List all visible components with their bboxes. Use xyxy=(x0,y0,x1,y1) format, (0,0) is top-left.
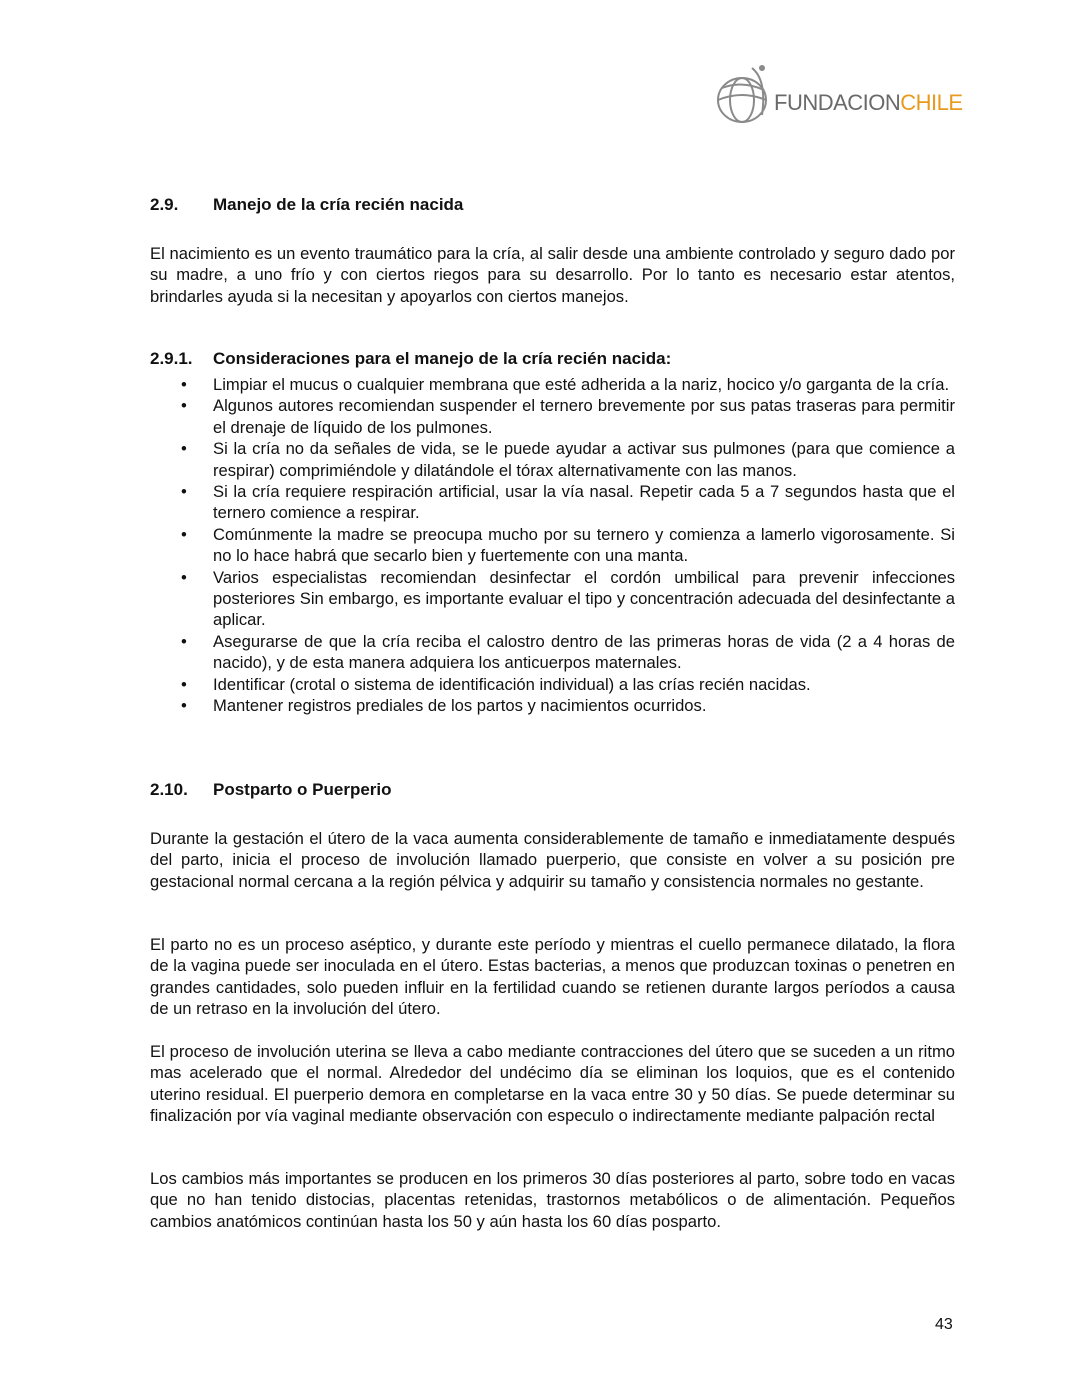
section-2-9-paragraph: El nacimiento es un evento traumático para la cría, al salir desde una ambiente controlado y seguro dado por su madre, a uno frío y con ciertos riegos para su desarrollo. Por lo tanto es necesario estar atentos, brindarles ayuda si la necesitan y apoyarlos con ciertos manejos. xyxy=(150,244,955,306)
list-item: • Asegurarse de que la cría reciba el calostro dentro de las primeras horas de vida (2 a 4 horas de nacido), y de esta manera adquiera los anticuerpos maternales. xyxy=(181,631,955,673)
list-item: • Limpiar el mucus o cualquier membrana que esté adherida a la nariz, hocico y/o garganta de la cría. xyxy=(181,375,950,394)
list-item: • Mantener registros prediales de los partos y nacimientos ocurridos. xyxy=(181,696,707,716)
considerations-list xyxy=(150,374,955,717)
section-2-9-heading: 2.9. Manejo de la cría recién nacida xyxy=(150,195,464,214)
list-item: • Identificar (crotal o sistema de identificación individual) a las crías recién nacidas. xyxy=(181,674,811,694)
fundacion-chile-logo xyxy=(712,60,962,130)
section-2-10-paragraph: El proceso de involución uterina se lleva a cabo mediante contracciones del útero que se suceden a un ritmo mas acelerado que el normal. Alrededor del undécimo día se eliminan los loquios, que es el contenido uterino residual. El puerperio demora en completarse en la vaca entre 30 y 50 días. Se puede determinar su finalización por vía vaginal mediante observación con especulo o indirectamente mediante palpación rectal xyxy=(150,1042,955,1126)
list-item: • Varios especialistas recomiendan desinfectar el cordón umbilical para prevenir infecciones posteriores Sin embargo, es importante evaluar el tipo y concentración adecuada del desinfectante a aplicar. xyxy=(181,567,955,630)
list-item: • Si la cría requiere respiración artificial, usar la vía nasal. Repetir cada 5 a 7 segundos hasta que el ternero comience a respirar. xyxy=(181,482,955,523)
list-item: • Si la cría no da señales de vida, se le puede ayudar a activar sus pulmones (para que comience a respirar) comprimiéndole y dilatándole el tórax alternativamente con las manos. xyxy=(181,439,955,480)
logo-text: FUNDACIONCHILE xyxy=(774,90,963,115)
section-2-10-paragraph: Los cambios más importantes se producen en los primeros 30 días posteriores al parto, sobre todo en vacas que no han tenido distocias, placentas retenidas, trastornos metabólicos o de alimentación. Pequeños cambios anatómicos continúan hasta los 50 y aún hasta los 60 días posparto. xyxy=(150,1169,955,1231)
section-2-9-1-heading: 2.9.1. Consideraciones para el manejo de la cría recién nacida: xyxy=(150,349,672,368)
globe-icon xyxy=(712,60,782,130)
section-2-10-heading: 2.10. Postparto o Puerperio xyxy=(150,780,392,799)
section-2-10-paragraph: Durante la gestación el útero de la vaca aumenta considerablemente de tamaño e inmediatamente después del parto, inicia el proceso de involución llamado puerperio, que consiste en volver a su posición pre gestacional normal cercana a la región pélvica y adquirir su tamaño y consistencia normales no gestante. xyxy=(150,829,955,891)
page-number: 43 xyxy=(935,1316,953,1333)
list-item: • Comúnmente la madre se preocupa mucho por su ternero y comienza a lamerlo vigorosamente. Si no lo hace habrá que secarlo bien y fuertemente con una manta. xyxy=(181,524,955,566)
list-item: • Algunos autores recomiendan suspender el ternero brevemente por sus patas traseras para permitir el drenaje de líquido de los pulmones. xyxy=(181,396,955,437)
section-2-10-paragraph: El parto no es un proceso aséptico, y durante este período y mientras el cuello permanece dilatado, la flora de la vagina puede ser inoculada en el útero. Estas bacterias, a menos que produzcan toxinas o penetren en grandes cantidades, solo pueden influir en la fertilidad cuando se retienen durante largos períodos a causa de un retraso en la involución del útero. xyxy=(150,935,955,1019)
